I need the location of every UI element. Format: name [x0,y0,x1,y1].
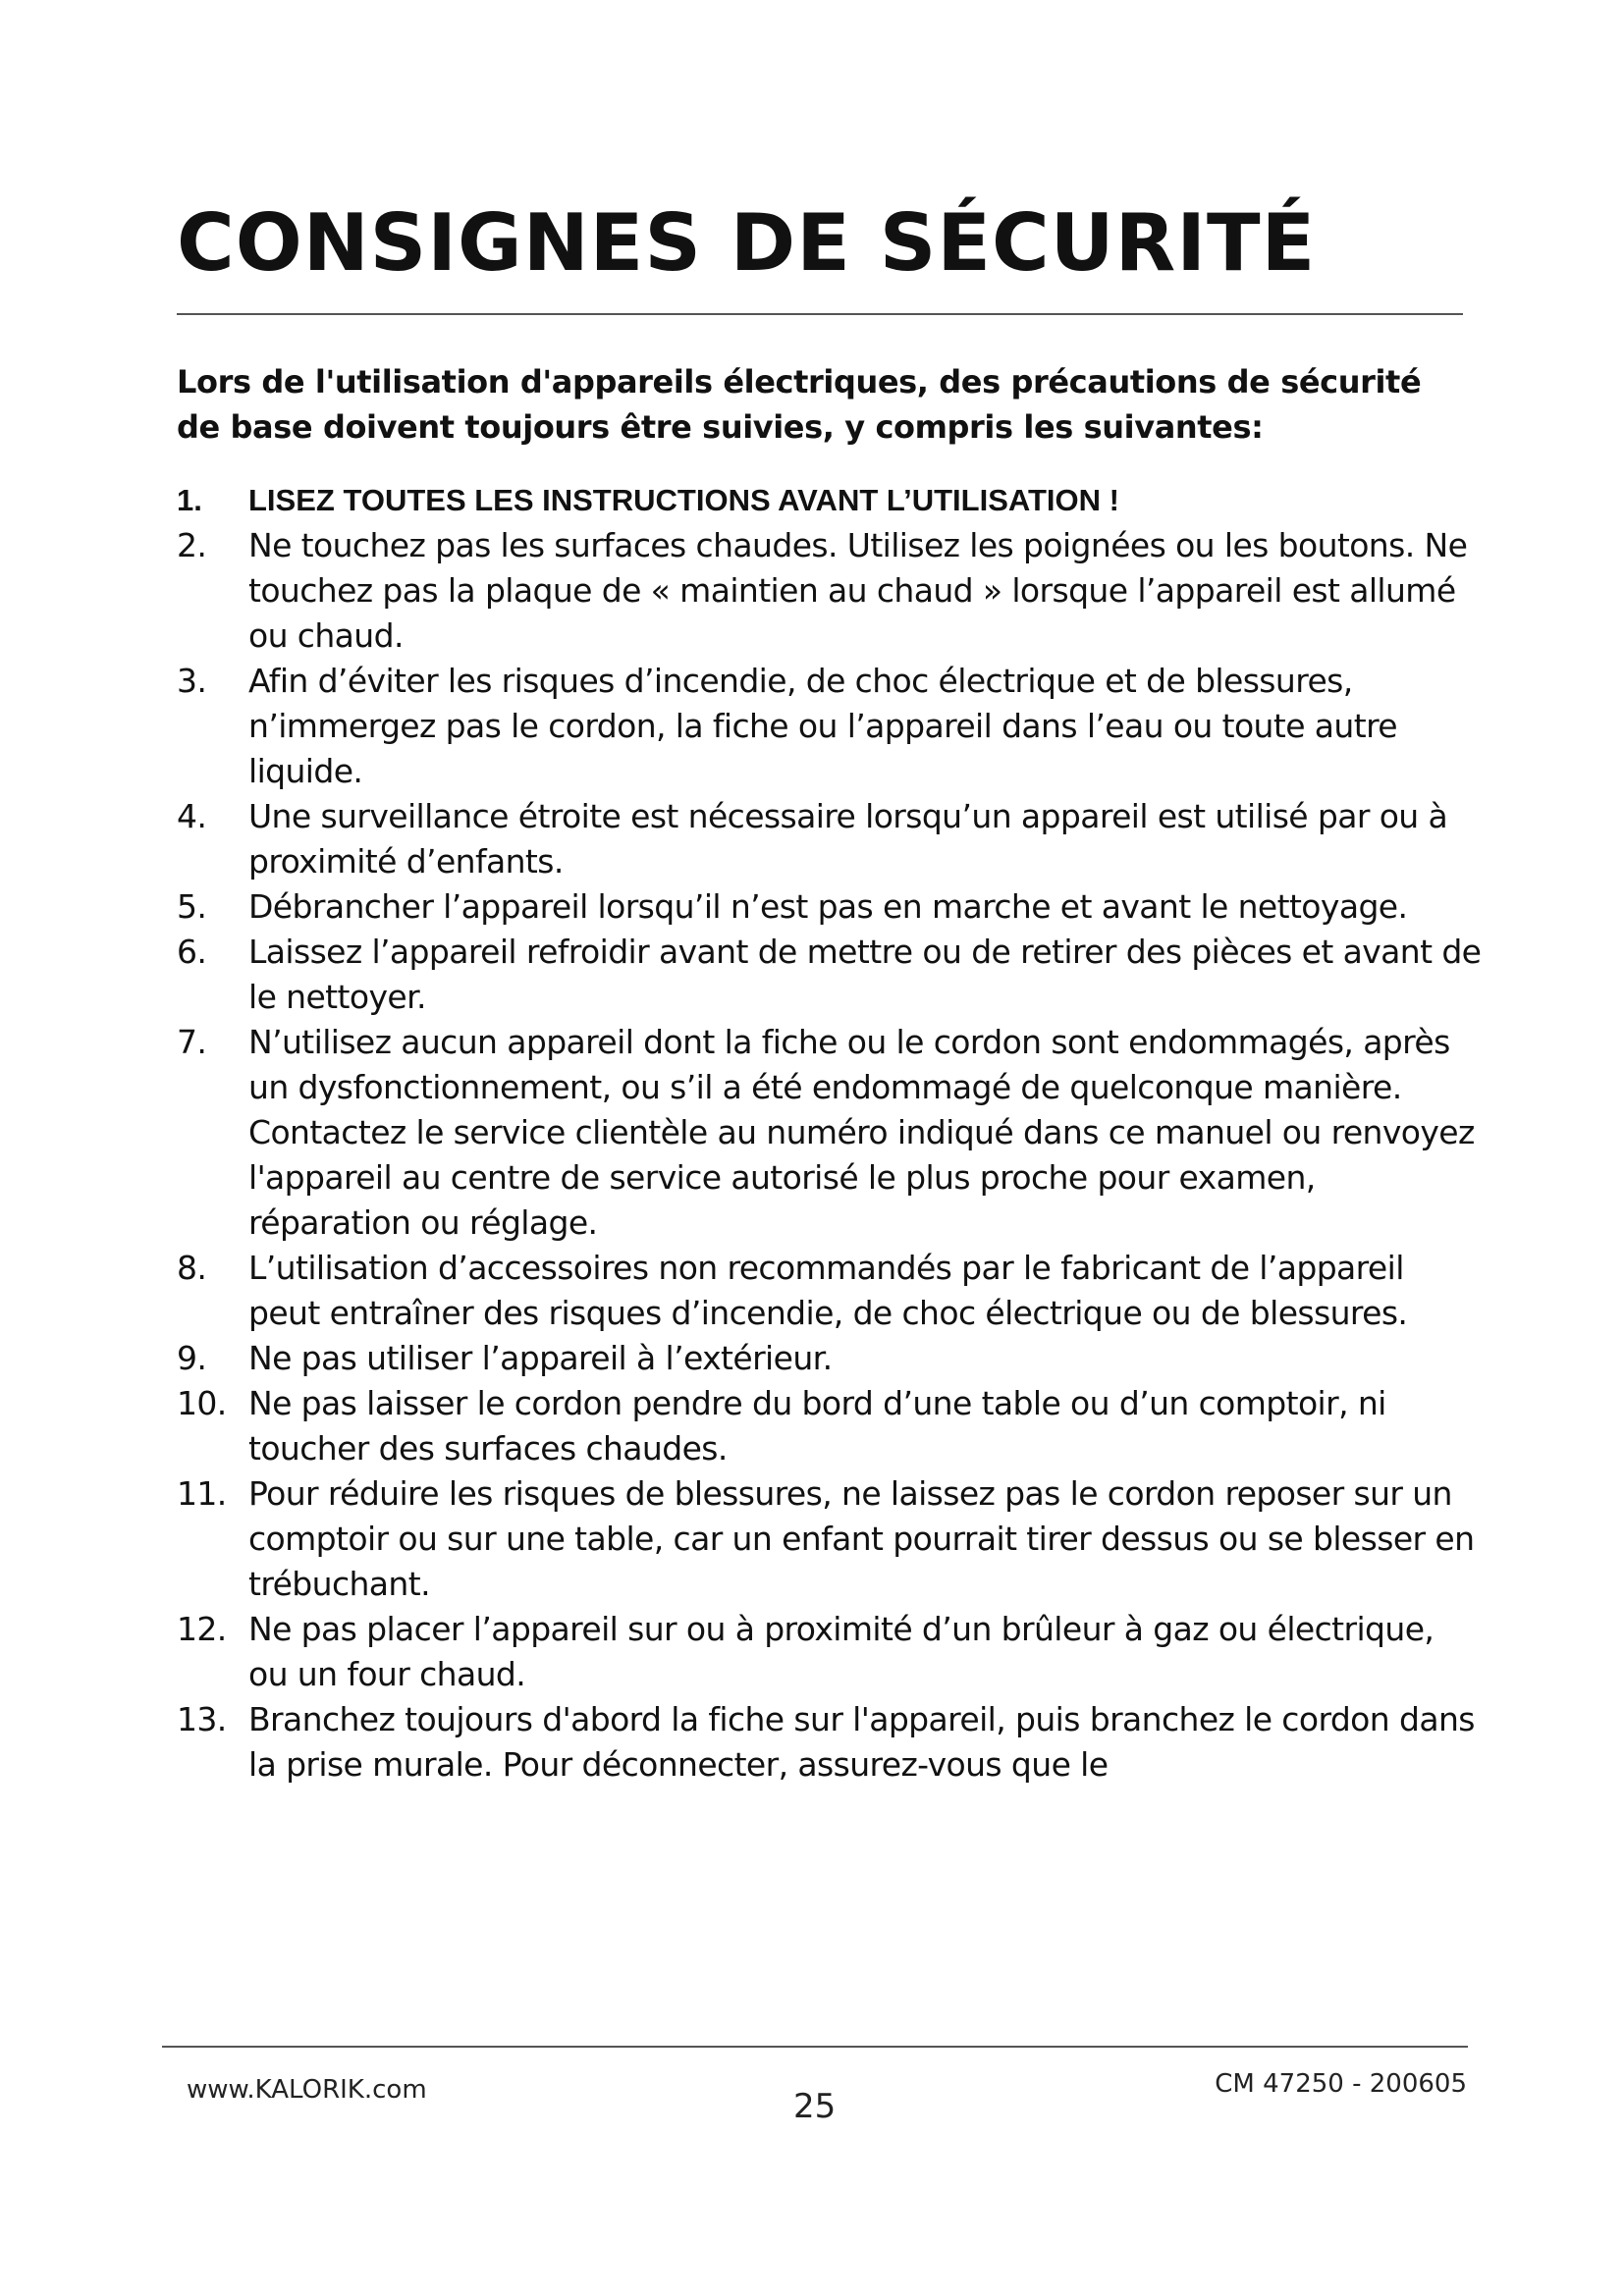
safety-instructions-list [177,478,1483,1788]
page-number: 25 [793,2087,837,2126]
item-text: Ne pas placer l’appareil sur ou à proximité d’un brûleur à gaz ou électrique, ou un four chaud. [248,1610,1435,1693]
list-item [177,1336,1483,1381]
list-item [177,1246,1483,1336]
item-number: 7. [177,1023,207,1061]
item-text: Laissez l’appareil refroidir avant de mettre ou de retirer des pièces et avant de le nettoyer. [248,933,1482,1016]
list-item [177,1697,1483,1788]
item-number: 13. [177,1700,227,1738]
item-number: 2. [177,526,207,564]
list-item [177,1471,1483,1607]
item-text: Pour réduire les risques de blessures, ne laissez pas le cordon reposer sur un comptoir ou sur une table, car un enfant pourrait tirer dessus ou se blesser en trébuchant. [248,1474,1475,1603]
list-item [177,1607,1483,1697]
item-number: 5. [177,887,207,926]
item-text: LISEZ TOUTES LES INSTRUCTIONS AVANT L’UTILISATION ! [248,483,1119,517]
item-number: 4. [177,797,207,835]
list-item [177,1381,1483,1471]
title-divider [177,313,1463,315]
item-number: 10. [177,1384,227,1422]
intro-paragraph: Lors de l'utilisation d'appareils électriques, des précautions de sécurité de base doivent toujours être suivies, y compris les suivantes: [177,363,1422,446]
item-text: N’utilisez aucun appareil dont la fiche ou le cordon sont endommagés, après un dysfonctionnement, ou s’il a été endommagé de quelconque manière. Contactez le service clientèle au numéro indiqué dans ce manuel ou renvoyez l'appareil au centre de service autorisé le plus proche pour examen, réparation ou réglage. [248,1023,1475,1242]
list-item [177,794,1483,884]
item-text: Branchez toujours d'abord la fiche sur l'appareil, puis branchez le cordon dans la prise murale. Pour déconnecter, assurez-vous que le [248,1700,1475,1784]
list-item [177,659,1483,794]
item-number: 12. [177,1610,227,1648]
list-item [177,930,1483,1020]
item-number: 11. [177,1474,227,1513]
item-text: Ne touchez pas les surfaces chaudes. Utilisez les poignées ou les boutons. Ne touchez pas la plaque de « maintien au chaud » lorsque l’appareil est allumé ou chaud. [248,526,1468,655]
item-number: 1. [177,483,202,517]
footer-divider [162,2046,1468,2048]
page-title: CONSIGNES DE SÉCURITÉ [177,197,1317,289]
item-number: 6. [177,933,207,971]
item-text: Ne pas utiliser l’appareil à l’extérieur. [248,1339,833,1377]
item-text: Afin d’éviter les risques d’incendie, de choc électrique et de blessures, n’immergez pas le cordon, la fiche ou l’appareil dans l’eau ou toute autre liquide. [248,662,1398,790]
item-text: Une surveillance étroite est nécessaire lorsqu’un appareil est utilisé par ou à proximité d’enfants. [248,797,1448,881]
item-text: L’utilisation d’accessoires non recommandés par le fabricant de l’appareil peut entraîner des risques d’incendie, de choc électrique ou de blessures. [248,1249,1408,1332]
item-number: 3. [177,662,207,700]
list-item [177,884,1483,930]
item-number: 8. [177,1249,207,1287]
list-item [177,523,1483,659]
list-item [177,1020,1483,1246]
item-text: Ne pas laisser le cordon pendre du bord d’une table ou d’un comptoir, ni toucher des surfaces chaudes. [248,1384,1386,1468]
item-number: 9. [177,1339,207,1377]
footer-website: www.KALORIK.com [187,2075,427,2105]
footer-model-code: CM 47250 - 200605 [1215,2069,1467,2099]
list-item [177,478,1483,523]
item-text: Débrancher l’appareil lorsqu’il n’est pas en marche et avant le nettoyage. [248,887,1408,926]
